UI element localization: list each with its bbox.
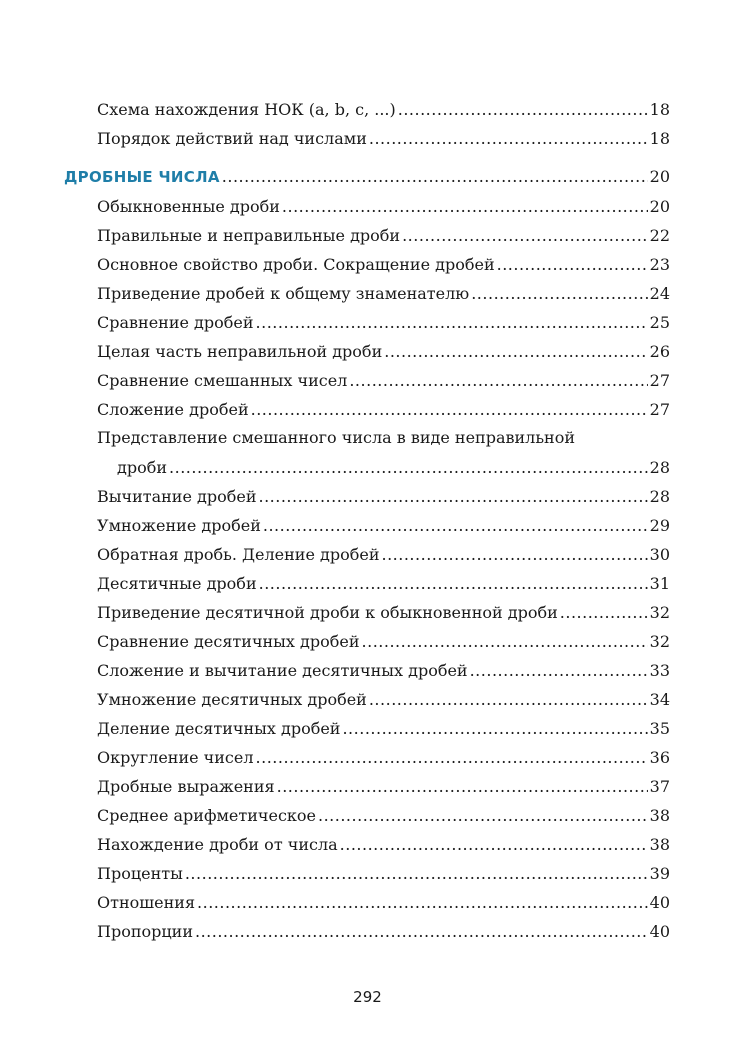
toc-entry-page: 38 (649, 806, 670, 825)
toc-entry (97, 566, 670, 594)
toc-entry (97, 885, 670, 913)
toc-entry (97, 624, 670, 652)
toc-section-heading (64, 159, 670, 187)
toc-entry-title: Основное свойство дроби. Сокращение дробей (97, 255, 495, 274)
toc-entry-page: 36 (649, 748, 670, 767)
dot-leader (259, 487, 648, 507)
dot-leader (398, 100, 648, 120)
toc-entry-title-line1: Представление смешанного числа в виде неправильной (97, 428, 575, 447)
toc-entry-page: 34 (649, 690, 670, 709)
toc-entry-page: 28 (649, 487, 670, 506)
dot-leader (251, 400, 648, 420)
toc-entry-title: Проценты (97, 864, 183, 883)
toc-entry (97, 653, 670, 681)
dot-leader (256, 313, 648, 333)
dot-leader (369, 690, 648, 710)
toc-entry-title: Умножение дробей (97, 516, 261, 535)
toc-entry-title: Десятичные дроби (97, 574, 257, 593)
dot-leader (362, 632, 648, 652)
dot-leader (263, 516, 648, 536)
toc-entry-page: 33 (649, 661, 670, 680)
toc-entry-page: 32 (649, 632, 670, 651)
toc-entry (97, 769, 670, 797)
page-number: 292 (353, 988, 382, 1006)
dot-leader (259, 574, 648, 594)
dot-leader (318, 806, 648, 826)
toc-entry-page: 40 (649, 893, 670, 912)
toc-entry-page: 22 (649, 226, 670, 245)
toc-entry-title: Дробные выражения (97, 777, 275, 796)
dot-leader (384, 342, 647, 362)
dot-leader (497, 255, 648, 275)
toc-entry-title: Обратная дробь. Деление дробей (97, 545, 380, 564)
toc-entry-title: Среднее арифметическое (97, 806, 316, 825)
dot-leader (560, 603, 648, 623)
toc-entry-title: Приведение десятичной дроби к обыкновенной дроби (97, 603, 558, 622)
toc-entry-title: Отношения (97, 893, 196, 912)
toc-entry-page: 31 (649, 574, 670, 593)
toc-entry-page: 23 (649, 255, 670, 274)
toc-entry-title: Сравнение смешанных чисел (97, 371, 348, 390)
toc-entry (97, 121, 670, 149)
toc-entry-title: дроби (117, 458, 168, 477)
toc-entry-page: 39 (649, 864, 670, 883)
dot-leader (169, 458, 648, 478)
toc-entry-page: 35 (649, 719, 670, 738)
toc-entry-page: 32 (649, 603, 670, 622)
toc-entry-title: Вычитание дробей (97, 487, 257, 506)
toc-entry (97, 479, 670, 507)
dot-leader (185, 864, 648, 884)
toc-entry (117, 450, 670, 478)
toc-entry (97, 363, 670, 391)
toc-entry (97, 392, 670, 420)
dot-leader (342, 719, 647, 739)
toc-entry-title: Обыкновенные дроби (97, 197, 280, 216)
toc-entry (97, 682, 670, 710)
toc-entry (97, 595, 670, 623)
toc-entry (97, 856, 670, 884)
toc-entry-title: Пропорции (97, 922, 193, 941)
dot-leader (369, 129, 648, 149)
toc-entry-page: 38 (649, 835, 670, 854)
toc-entry-title: Округление чисел (97, 748, 254, 767)
toc-entry-page: 28 (649, 458, 670, 477)
dot-leader (256, 748, 648, 768)
toc-entry (97, 508, 670, 536)
dot-leader (349, 371, 647, 391)
toc-entry (97, 711, 670, 739)
dot-leader (402, 226, 648, 246)
dot-leader (340, 835, 648, 855)
section-title: ДРОБНЫЕ ЧИСЛА (64, 168, 220, 186)
toc-entry-title: Сравнение дробей (97, 313, 254, 332)
toc-entry (97, 276, 670, 304)
toc-entry (97, 218, 670, 246)
toc-entry-page: 27 (649, 371, 670, 390)
dot-leader (471, 284, 647, 304)
dot-leader (282, 197, 648, 217)
toc-entry (97, 189, 670, 217)
toc-entry-title: Целая часть неправильной дроби (97, 342, 383, 361)
toc-entry-page: 27 (649, 400, 670, 419)
toc-entry (97, 92, 670, 120)
toc-entry-page: 37 (649, 777, 670, 796)
toc-entry-title: Порядок действий над числами (97, 129, 367, 148)
toc-entry (97, 798, 670, 826)
toc-entry-title: Умножение десятичных дробей (97, 690, 367, 709)
toc-entry (97, 305, 670, 333)
dot-leader (277, 777, 648, 797)
toc-entry (97, 247, 670, 275)
toc-entry (97, 914, 670, 942)
dot-leader (382, 545, 648, 565)
toc-entry-title: Нахождение дроби от числа (97, 835, 338, 854)
toc-entry-title: Сложение дробей (97, 400, 249, 419)
toc-entry-page: 18 (649, 100, 670, 119)
toc-entry (97, 827, 670, 855)
toc-entry-page: 18 (649, 129, 670, 148)
toc-entry-title: Деление десятичных дробей (97, 719, 341, 738)
toc-entry-title: Приведение дробей к общему знаменателю (97, 284, 470, 303)
toc-entry-title: Правильные и неправильные дроби (97, 226, 401, 245)
toc-entry-page: 30 (649, 545, 670, 564)
toc-entry-page: 24 (649, 284, 670, 303)
toc-entry-page: 40 (649, 922, 670, 941)
toc-entry (97, 537, 670, 565)
dot-leader (222, 167, 648, 187)
toc-entry-title: Сложение и вычитание десятичных дробей (97, 661, 468, 680)
toc-entry-title: Сравнение десятичных дробей (97, 632, 360, 651)
toc-entry-page: 25 (649, 313, 670, 332)
toc-entry-page: 26 (649, 342, 670, 361)
dot-leader (470, 661, 648, 681)
toc-entry-page: 29 (649, 516, 670, 535)
toc-entry-page: 20 (649, 197, 670, 216)
dot-leader (197, 893, 648, 913)
dot-leader (195, 922, 648, 942)
toc-entry (97, 740, 670, 768)
toc-entry (97, 334, 670, 362)
toc-entry-title: Схема нахождения НОК (a, b, c, ...) (97, 100, 396, 119)
section-page: 20 (649, 167, 670, 186)
